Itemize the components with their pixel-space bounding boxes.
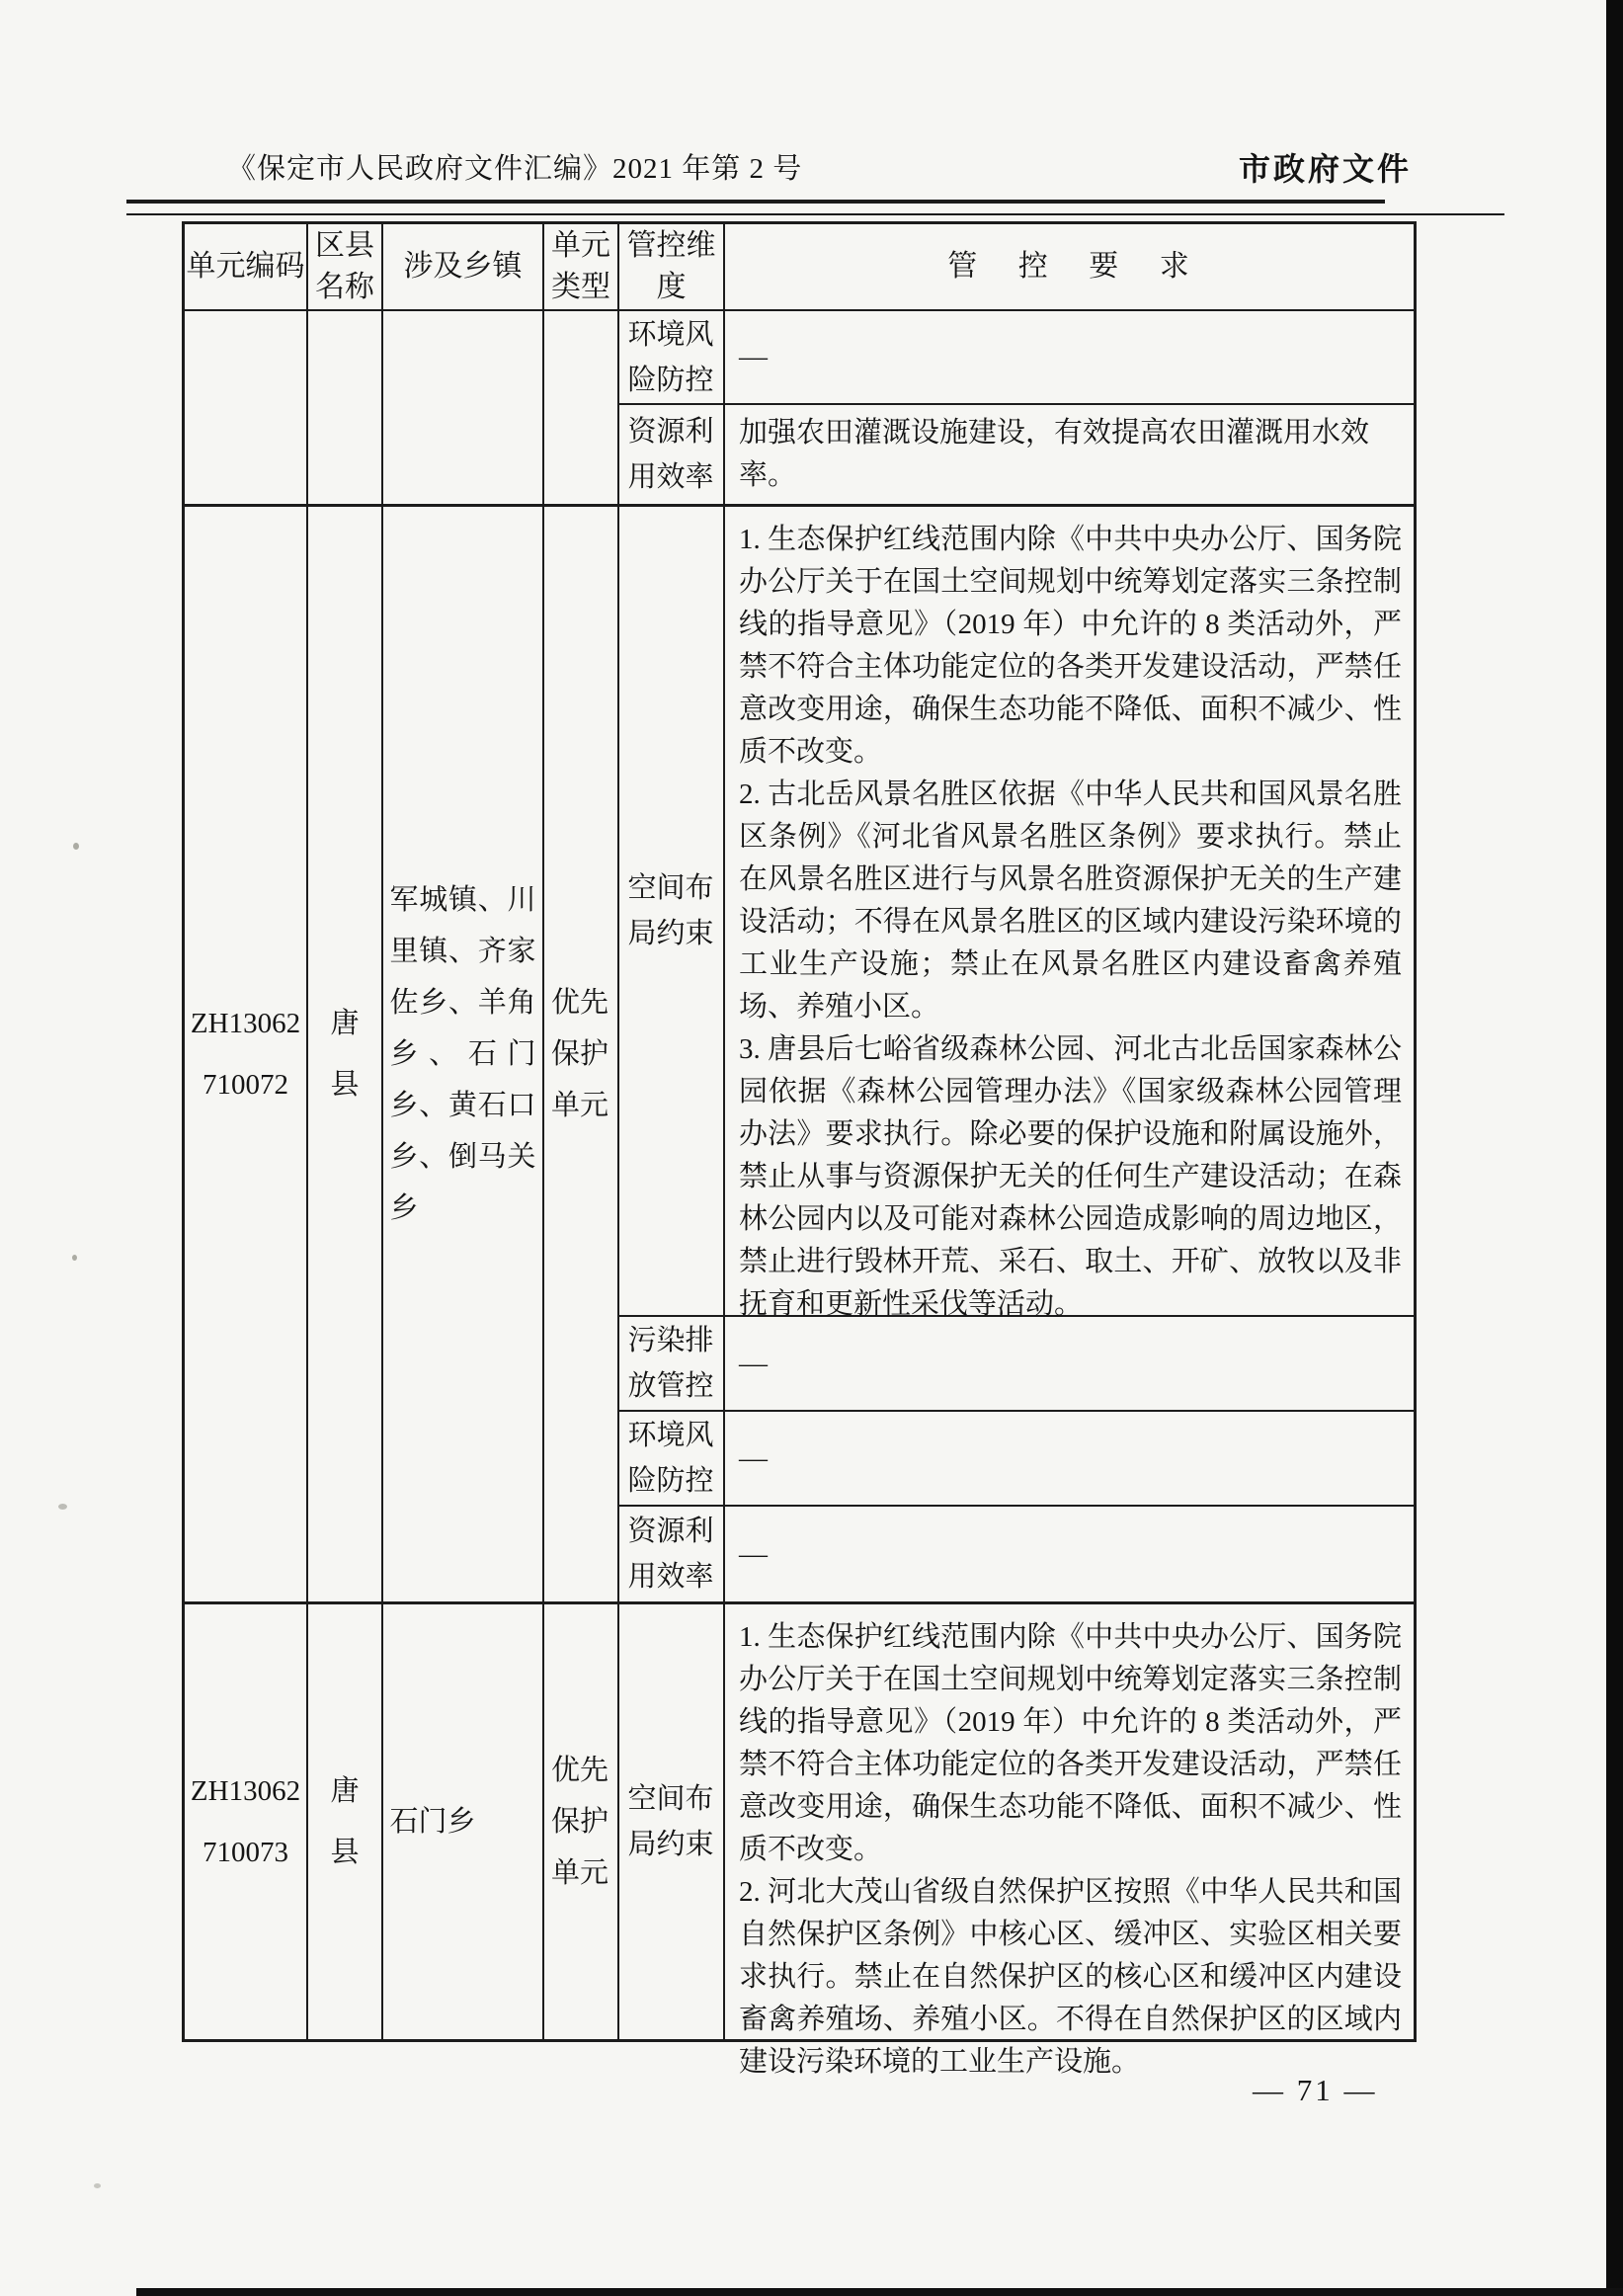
- header-rule-thick: [126, 200, 1385, 204]
- unit-code-cell: ZH13062 710072: [185, 507, 308, 1601]
- unit-type-cell: [544, 311, 619, 504]
- column-header-townships: 涉及乡镇: [383, 224, 544, 309]
- table-section-zh13062710072: [185, 507, 1414, 1604]
- table-section-zh13062710073: [185, 1604, 1414, 2078]
- table-row: [619, 1317, 1414, 1412]
- dimension-label-cell: 空间布局约束: [619, 507, 725, 1315]
- requirement-cell: [725, 405, 1414, 504]
- requirement-cell: [725, 311, 1414, 403]
- em-dash: —: [739, 1347, 768, 1379]
- column-header-district: 区县名称: [308, 224, 383, 309]
- dimension-label-cell: 空间布局约束: [619, 1604, 725, 2039]
- unit-type-cell: 优先保护单元: [544, 1604, 619, 2039]
- scan-speck: [58, 1504, 67, 1510]
- column-header-unit-type: 单元类型: [544, 224, 619, 309]
- scan-edge-shadow-bottom: [136, 2288, 1623, 2296]
- table-row: [619, 1604, 1414, 2078]
- header-compilation-title: 《保定市人民政府文件汇编》2021 年第 2 号: [227, 153, 803, 185]
- column-header-requirements: 管 控 要 求: [947, 250, 1191, 283]
- dimension-label-cell: 环境风险防控: [619, 1412, 725, 1505]
- scan-speck: [73, 843, 79, 850]
- requirement-cell: [725, 1604, 1414, 2078]
- em-dash: —: [739, 341, 768, 372]
- unit-type-cell: 优先保护单元: [544, 507, 619, 1601]
- requirement-paragraph: 2. 河北大茂山省级自然保护区按照《中华人民共和国自然保护区条例》中核心区、缓冲区、实验区相关要求执行。禁止在自然保护区的核心区和缓冲区内建设畜禽养殖场、养殖小区。不得在自然保护区的区域内建设污染环境的工业生产设施。: [739, 1876, 1402, 2078]
- requirement-paragraph: 3. 唐县后七峪省级森林公园、河北古北岳国家森林公园依据《森林公园管理办法》《国家级森林公园管理办法》要求执行。除必要的保护设施和附属设施外，禁止从事与资源保护无关的任何生产建设活动；在森林公园内以及可能对森林公园造成影响的周边地区，禁止进行毁林开荒、采石、取土、开矿、放牧以及非抚育和更新性采伐等活动。: [739, 1033, 1402, 1320]
- dimension-rows: [619, 1604, 1414, 2078]
- requirement-cell: [725, 1412, 1414, 1505]
- table-section-continuation: [185, 311, 1414, 507]
- unit-code-cell: [185, 311, 308, 504]
- scan-speck: [94, 2183, 101, 2188]
- dimension-label-cell: 资源利用效率: [619, 1507, 725, 1601]
- table-row: [619, 1412, 1414, 1507]
- em-dash: —: [739, 1441, 768, 1474]
- requirement-paragraph: 1. 生态保护红线范围内除《中共中央办公厅、国务院办公厅关于在国土空间规划中统筹划定落实三条控制线的指导意见》（2019 年）中允许的 8 类活动外，严禁不符合主体功能定位的各类开发建设活动，严禁任意改变用途，确保生态功能不降低、面积不减少、性质不改变。: [739, 524, 1402, 768]
- scan-speck: [72, 1255, 77, 1261]
- requirement-cell: [725, 1507, 1414, 1601]
- townships-cell: [383, 311, 544, 504]
- header-document-category: 市政府文件: [1239, 151, 1413, 187]
- requirement-cell: [725, 507, 1414, 1320]
- table-row: [619, 405, 1414, 504]
- requirement-cell: [725, 1317, 1414, 1410]
- table-row: [619, 507, 1414, 1320]
- district-cell: 唐县: [308, 507, 383, 1601]
- scan-edge-shadow-right: [1606, 0, 1623, 2296]
- townships-cell: 军城镇、川里镇、齐家佐乡、羊角乡、石门乡、黄石口乡、倒马关乡: [383, 507, 544, 1601]
- townships-cell: 石门乡: [383, 1604, 544, 2039]
- page-number: — 71 —: [1253, 2073, 1378, 2107]
- column-header-unit-code: 单元编码: [185, 224, 308, 309]
- column-header-dimension: 管控维度: [619, 224, 725, 309]
- district-cell: 唐县: [308, 1604, 383, 2039]
- dimension-rows: [619, 311, 1414, 504]
- unit-code-cell: ZH13062 710073: [185, 1604, 308, 2039]
- table-header-row: [185, 224, 1414, 311]
- dimension-label-cell: 污染排放管控: [619, 1317, 725, 1410]
- table-row: [619, 1507, 1414, 1601]
- dimension-rows: [619, 507, 1414, 1601]
- em-dash: —: [739, 1537, 768, 1570]
- table-row: [619, 311, 1414, 405]
- requirement-paragraph: 1. 生态保护红线范围内除《中共中央办公厅、国务院办公厅关于在国土空间规划中统筹划定落实三条控制线的指导意见》（2019 年）中允许的 8 类活动外，严禁不符合主体功能定位的各类开发建设活动，严禁任意改变用途，确保生态功能不降低、面积不减少、性质不改变。: [739, 1621, 1402, 1865]
- control-requirements-table: [182, 221, 1417, 2078]
- header-rule-thin: [126, 213, 1504, 215]
- requirement-paragraph: 2. 古北岳风景名胜区依据《中华人民共和国风景名胜区条例》《河北省风景名胜区条例》要求执行。禁止在风景名胜区进行与风景名胜资源保护无关的生产建设活动；不得在风景名胜区的区域内建设污染环境的工业生产设施；禁止在风景名胜区内建设畜禽养殖场、养殖小区。: [739, 779, 1402, 1023]
- dimension-label-cell: 资源利用效率: [619, 405, 725, 504]
- requirement-paragraph: 加强农田灌溉设施建设，有效提高农田灌溉用水效率。: [739, 417, 1370, 491]
- dimension-label-cell: 环境风险防控: [619, 311, 725, 403]
- district-cell: [308, 311, 383, 504]
